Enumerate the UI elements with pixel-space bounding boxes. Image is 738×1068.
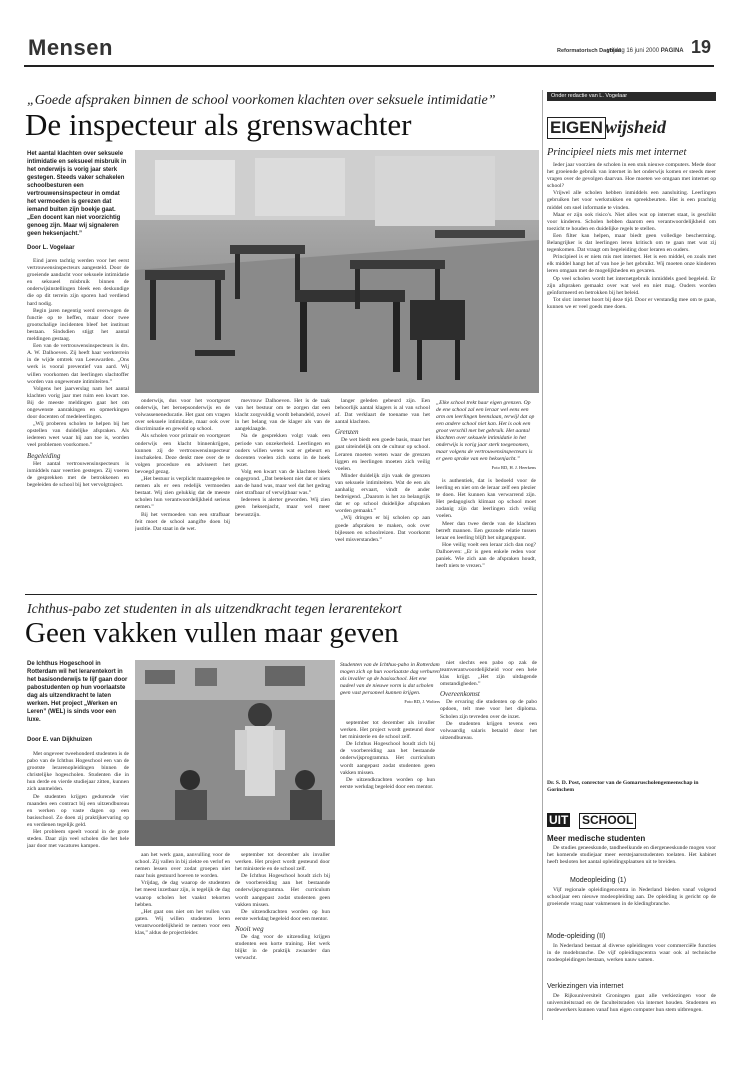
article1-column-1 xyxy=(27,258,129,588)
paragraph: „Het bestuur is verplicht maatregelen te nemen als er een redelijk vermoeden bestaat. Wij zien gelukkig dat de meeste scholen hun verantwoordelijkheid serieus nemen.” xyxy=(135,476,230,511)
classroom-photo xyxy=(135,150,539,393)
article2-column-2 xyxy=(135,852,230,1013)
author-signature: Dr. S. D. Post, conrector van de Gomaruscholengemeenschap in Gorinchem xyxy=(547,780,699,793)
modeopleiding-1-body xyxy=(547,887,716,929)
paragraph: „Wij dringen er bij scholen op aan goede afspraken te maken, ook over bijlessen en schoolreizen. Dat voorkomt veel misverstanden.” xyxy=(335,515,430,543)
right-column-body xyxy=(547,162,716,774)
modeopleiding-2-body xyxy=(547,943,716,979)
uit-school-logo xyxy=(547,813,667,829)
article1-pull-quote xyxy=(436,400,536,471)
paragraph: Maar er zijn ook risico's. Niet alles wat op internet staat, is geschikt voor kinderen. Scholen hebben daarom een verantwoordelijkheid om toezicht te houden en duidelijke regels te stellen. xyxy=(547,211,716,232)
paragraph: Eind jaren tachtig werden voor het eerst vertrouwensinspecteurs aangesteld. Door de groeiende aandacht voor seksuele intimidatie en seksueel misbruik binnen de onderwijsinstellingen bleek een deskundige die op dit terrein zijn sporen had verdiend hard nodig. xyxy=(27,258,129,307)
paragraph: niet slechts een pabo op zak de teamverantwoordelijkheid voor een hele klas krijgt. „Het zijn uitdagende omstandigheden.” xyxy=(440,660,537,688)
article1-column-4 xyxy=(335,398,430,588)
article2-headline: Geen vakken vullen maar geven xyxy=(25,617,399,649)
article1-column-3 xyxy=(235,398,330,588)
article2-byline: Door E. van Dijkhuizen xyxy=(27,737,93,743)
paragraph: De dag voor de uitzending krijgen studenten een korte training. Het werk blijkt in de praktijk zwaarder dan verwacht. xyxy=(235,933,330,962)
editor-label: Onder redactie van L. Vogelaar xyxy=(551,93,628,99)
paragraph: De Ichthus Hogeschool houdt zich bij de voorbereiding aan het bestaande onderwijsprogramma. Het curriculum wordt aangepast zodat studenten geen vakken missen. xyxy=(340,741,435,776)
article1-column-2 xyxy=(135,398,230,588)
article2-kicker: Ichthus-pabo zet studenten in als uitzendkracht tegen lerarentekort xyxy=(27,602,402,617)
paragraph: Volg een kwart van de klachten bleek ongegrond. „Dat betekent niet dat er niets aan de hand was, maar wel dat het gedrag niet strafbaar of verwijtbaar was.” xyxy=(235,468,330,497)
paragraph: Het probleem speelt vooral in de grote steden. Daar zijn veel scholen die het hele jaar door met vacatures kampen. xyxy=(27,829,129,850)
paragraph: Een filter kan helpen, maar biedt geen volledige bescherming. Belangrijker is dat leerlingen leren kritisch om te gaan met wat zij tegenkomen. Dat vraagt om begeleiding door leraren en ouders. xyxy=(547,232,716,254)
logo-wijsheid: wijsheid xyxy=(605,117,667,137)
paragraph: De studenten krijgen tevens een volwaardig salaris betaald door het uitzendbureau. xyxy=(440,720,537,741)
paragraph: is authentiek, dat is bedoeld voor de leerling en niet om de leraar zelf een plezier te doen. Het kunnen kan verwarrend zijn. Het pedagogisch klimaat op school moet zodanig zijn dat leerlingen zich veilig voelen. xyxy=(436,478,536,520)
article2-pull-quote xyxy=(340,662,440,705)
paragraph: Als scholen voor primair en voortgezet onderwijs een klacht binnenkrijgen, kunnen zij de vertrouwensinspecteur inschakelen. Deze denkt mee over de te volgen procedure en adviseert het bevoegd gezag. xyxy=(135,433,230,475)
paragraph: Op veel scholen wordt het internetgebruik inmiddels goed begeleid. Er zijn afspraken gemaakt over wat wel en niet mag. Ouders worden geïnformeerd en betrokken bij het beleid. xyxy=(547,275,716,296)
paragraph: Een van de vertrouwensinspecteurs is drs. A. W. Dalhoeven. Zij heeft haar werkterrein in de wijde omtrek van Leeuwarden. „Ons werk is vooral preventief van aard. Wij willen voorkomen dat leerlingen slachtoffer worden van ongewenste intimiteiten.” xyxy=(27,343,129,385)
logo-eigen: EIGEN xyxy=(547,117,606,139)
editor-band xyxy=(547,92,716,101)
paragraph: Ieder jaar voorzien de scholen in een stuk nieuwe computers. Mede door het groeiende gebruik van internet in het onderwijs komen er steeds meer vragen over de gevolgen daarvan. Hoe moeten we omgaan met internet op school? xyxy=(547,162,716,190)
classroom-photo-image xyxy=(135,150,539,393)
subhead-overeenkomst: Overeenkomst xyxy=(440,690,480,699)
page-label: PAGINA xyxy=(660,48,684,54)
article2-column-5 xyxy=(440,660,537,1013)
article2-intro: De Ichthus Hogeschool in Rotterdam wil het lerarentekort in het basisonderwijs te lijf gaan door pabostudenten op hun voorlaatste dag als uitzendkracht te laten werken. Het project „Werken en Leren” (WEL) is sinds voor een luxe. xyxy=(27,661,128,723)
section-title: Mensen xyxy=(28,35,113,60)
paragraph: De Rijksuniversiteit Groningen gaat alle verkiezingen voor de universiteitsraad en de faculteitsraden via internet houden. Studenten en medewerkers kunnen vanaf hun eigen computer hun stem uitbrengen. xyxy=(547,993,716,1014)
paragraph: „Wij proberen scholen te helpen bij het opstellen van duidelijke afspraken. Als iedereen weet waar hij aan toe is, worden veel problemen voorkomen.” xyxy=(27,421,129,449)
heading-modeopleiding-2: Mode-opleiding (II) xyxy=(547,933,606,940)
verkiezingen-body xyxy=(547,993,716,1023)
paragraph: Principieel is er niets mis met internet. Het is een middel, en zoals met elk middel hangt het af van hoe je het gebruikt. Wij moeten onze kinderen leren omgaan met de mogelijkheden en gevaren. xyxy=(547,254,716,275)
article2-column-4 xyxy=(340,720,435,1013)
paragraph: mevrouw Dalhoeven. Het is de taak van het bestuur om te zorgen dat een klacht zorgvuldig wordt behandeld, zowel in het belang van de klager als van de aangeklaagde. xyxy=(235,398,330,433)
paragraph: De Ichthus Hogeschool houdt zich bij de voorbereiding aan het bestaande onderwijsprogramma. Het curriculum wordt aangepast zodat studenten geen vakken missen. xyxy=(235,873,330,908)
paragraph: De uitzendkrachten worden op hun eerste werkdag begeleid door een mentor. xyxy=(340,776,435,790)
students-photo-image xyxy=(135,660,335,846)
article2-column-1 xyxy=(27,751,129,1013)
paragraph: Iedereen is alerter geworden. Wij zien geen heksenjacht, maar wel meer bewustzijn. xyxy=(235,497,330,518)
article1-column-5 xyxy=(436,478,536,588)
paragraph: Bij het vermoeden van een strafbaar feit moet de school aangifte doen bij justitie. Dat staat in de wet. xyxy=(135,511,230,532)
date-text: vrijdag 16 juni 2000 xyxy=(607,48,660,54)
paragraph: Het aantal vertrouwensinspecteurs is inmiddels naar veertien gestegen. Zij voeren de gesprekken met de betrokkenen en begeleiden de school bij het vervolgtraject. xyxy=(27,460,129,488)
paragraph: Na de gesprekken volgt vaak een periode van onzekerheid. Leerlingen en ouders willen weten wat er gebeurt en docenten voelen zich soms in de hoek gezet. xyxy=(235,433,330,468)
masthead xyxy=(24,35,714,67)
edition-date xyxy=(607,48,684,54)
paragraph: De ervaring die studenten op de pabo opdoen, telt mee voor het diploma. Scholen zijn tevreden over de inzet. xyxy=(440,699,537,720)
quote-text: „Elke school trekt haar eigen grenzen. Op de ene school zal een leraar wel eens een arm om leerlingen heenslaan, terwijl dat op een andere school niet kan. Het is ook een groot verschil met het gebruik. Het aantal klachten over seksuele intimidatie in het onderwijs is vorig jaar sterk toegenomen, maar volgens de vertrouwensinspecteurs is er geen sprake van een heksenjacht.” xyxy=(436,400,535,462)
paragraph: Volgens het jaarverslag nam het aantal klachten vorig jaar met ruim een kwart toe. Bij de meeste meldingen gaat het om ongewenste aanrakingen en opmerkingen door docenten of medeleerlingen. xyxy=(27,385,129,421)
uit-school-body xyxy=(547,845,716,873)
paragraph: langer geleden gebeurd zijn. Een behoorlijk aantal klagers is al van school af. Dat verklaart de toename van het aantal klachten. xyxy=(335,398,430,426)
paragraph: De studenten krijgen gedurende vier maanden een contract bij een uitzendbureau en werken op vaste dagen op een basisschool. Zo doen zij praktijkervaring op en verdienen tegelijk geld. xyxy=(27,793,129,828)
article-divider xyxy=(25,594,537,595)
photo-credit: Foto RD, J. Wolters xyxy=(404,699,440,704)
paragraph: In Nederland bestaat al diverse opleidingen voor commerciële functies in de modebranche. De vijf opleidingscentra waar ook al technische modeopleidingen bestaan, werken nauw samen. xyxy=(547,943,716,964)
paragraph: Met ongeveer tweehonderd studenten is de pabo van de Ichthus Hogeschool een van de grootste lerarenopleidingen binnen de christelijke hogescholen. Studenten die in hun derde en vierde studiejaar zitten, kunnen zich aanmelden. xyxy=(27,751,129,793)
paragraph: onderwijs, dus voor het voortgezet onderwijs, het beroepsonderwijs en de volwasseneneducatie. Het gaat om vragen over seksuele intimidatie, maar ook over discriminatie en geweld op school. xyxy=(135,398,230,433)
subhead-begeleiding: Begeleiding xyxy=(27,451,61,460)
paragraph: Vrijwel alle scholen hebben inmiddels een aansluiting. Leerlingen gebruiken het voor werkstukken en spreekbeurten. Het is een prachtig middel om snel informatie te vinden. xyxy=(547,190,716,211)
logo-uit: UIT xyxy=(549,813,569,827)
article1-intro: Het aantal klachten over seksuele intimidatie en seksueel misbruik in het onderwijs is vorig jaar sterk gestegen. Steeds vaker schakelen schoolbesturen een vertrouwensinspecteur in omdat het vermoeden is gerezen dat iemand buiten zijn boekje gaat. „Een docent kan niet voorzichtig genoeg zijn. Maar wij signaleren geen heksenjacht.” xyxy=(27,151,127,237)
students-photo xyxy=(135,660,335,846)
paragraph: september tot december als invaller werken. Het project wordt gesteund door het ministerie en de school zelf. xyxy=(340,720,435,741)
page-number: 19 xyxy=(691,37,712,57)
paragraph: aan het werk gaan, aanvulling voor de school. Zij vallen in bij ziekte en verlof en nemen lessen over zodat groepen niet naar huis gestuurd hoeven te worden. xyxy=(135,852,230,880)
article1-headline: De inspecteur als grenswachter xyxy=(25,107,412,142)
paragraph: Vrijdag, de dag waarop de studenten het meest inzetbaar zijn, is tegelijk de dag waarop scholen het vaakst tekorten hebben. xyxy=(135,880,230,908)
heading-modeopleiding-1: Modeopleiding (1) xyxy=(570,877,627,884)
paragraph: Hoe veilig voelt een leraar zich dan nog? Dalhoeven: „Er is geen enkele reden voor paniek. Wie zich aan de afspraken houdt, heeft niets te vrezen.” xyxy=(436,541,536,570)
subhead-nooit-weg: Nooit weg xyxy=(235,924,264,933)
paragraph: De wet biedt een goede basis, maar het gaat uiteindelijk om de cultuur op school. Leraren moeten weten waar de grenzen liggen en leerlingen moeten zich veilig voelen. xyxy=(335,437,430,472)
quote-text: Studenten van de Ichthus-pabo in Rotterdam mogen zich op hun voorlaatste dag verhuren als invaller op de basisschool. Het ene nadeel van de nieuwe vorm is dat scholen geen vast personeel kunnen krijgen. xyxy=(340,662,440,696)
paragraph: De studies geneeskunde, tandheelkunde en diergeneeskunde mogen voor het komende studiejaar meer eerstejaarsstudenten toelaten. Het kabinet heeft besloten het aantal opleidingsplaatsen uit te breiden. xyxy=(547,845,716,866)
heading-verkiezingen: Verkiezingen via internet xyxy=(547,983,624,990)
article1-byline: Door L. Vogelaar xyxy=(27,245,75,251)
paragraph: Minder duidelijk zijn vaak de grenzen van seksuele intimiteiten. Wat de een als aanhalig ervaart, vindt de ander bedreigend. „Daarom is het zo belangrijk dat er op school duidelijke afspraken worden gemaakt.” xyxy=(335,472,430,515)
paragraph: De uitzendkrachten worden op hun eerste werkdag begeleid door een mentor. xyxy=(235,908,330,922)
article1-kicker: „Goede afspraken binnen de school voorkomen klachten over seksuele intimidatie” xyxy=(27,93,496,108)
paper-name: Reformatorisch Dagblad xyxy=(557,48,621,54)
paragraph: september tot december als invaller werken. Het project wordt gesteund door het ministerie en de school zelf. xyxy=(235,852,330,873)
paragraph: „Het gaat ons niet om het vullen van gaten. Wij willen studenten leren verantwoordelijkheid te nemen voor een klas,” aldus de projectleider. xyxy=(135,908,230,937)
photo-credit: Foto RD, H. J. Heerkens xyxy=(491,465,536,470)
column-divider xyxy=(542,90,543,1020)
logo-school: SCHOOL xyxy=(579,813,636,829)
subhead-grenzen: Grenzen xyxy=(335,428,359,437)
paragraph: Begin jaren negentig werd overwogen de functie op te heffen, maar door twee grootschalige incidenten bleef het instituut bestaan. Sindsdien stijgt het aantal meldingen gestaag. xyxy=(27,307,129,343)
paragraph: Vijf regionale opleidingencentra in Nederland bieden vanaf volgend schooljaar een nieuwe modeopleiding aan. De opleiding is gericht op de groeiende vraag naar vakmensen in de kledingbranche. xyxy=(547,887,716,908)
uit-school-subhead: Meer medische studenten xyxy=(547,834,646,843)
paragraph: Meer dan twee derde van de klachten betreft mannen. Een gezonde relatie tussen leraar en leerling blijft het uitgangspunt. xyxy=(436,520,536,541)
column-title: Principieel niets mis met internet xyxy=(547,147,687,158)
article2-column-3 xyxy=(235,852,330,1013)
paragraph: Tot slot: internet hoort bij deze tijd. Door er verstandig mee om te gaan, kunnen we er veel goeds mee doen. xyxy=(547,296,716,310)
